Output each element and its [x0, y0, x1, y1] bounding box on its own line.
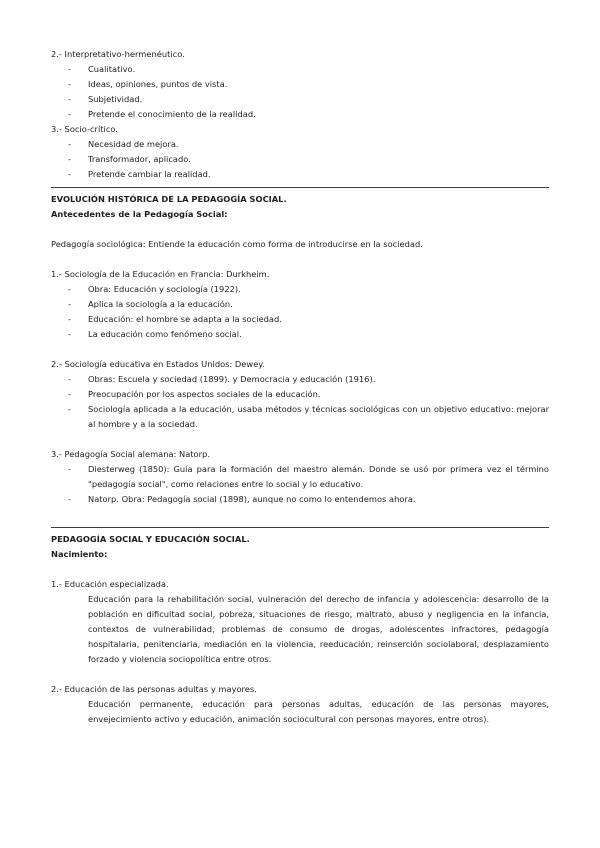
- section-title: 3.- Socio-crítico.: [51, 124, 118, 134]
- paragraph: Educación para la rehabilitación social, vulneración del derecho de infancia y adolescencia: desarrollo de la población en dificultad social, pobreza, situaciones de riesgo, maltrato, abuso y negligencia en la infancia, contextos de vulnerabilidad, problemas de consumo de drogas, adolescentes infractores, pedagogía hospitalaria, penitenciaria, mediación en la violencia, reeducación, reinserción sociolaboral, desplazamiento forzado y violencia sociopolítica entre otros.: [88, 594, 549, 664]
- bullet-dash: -: [68, 374, 71, 384]
- section-title: 2.- Interpretativo-hermenéutico.: [51, 49, 185, 59]
- bullet-dash: -: [68, 109, 71, 119]
- bullet-dash: -: [68, 79, 71, 89]
- bullet-dash: -: [68, 154, 71, 164]
- list-item: - Ideas, opiniones, puntos de vista.: [51, 77, 549, 92]
- list-item: - Educación: el hombre se adapta a la sociedad.: [51, 312, 549, 327]
- bullet-dash: -: [68, 464, 71, 474]
- list-item: - Diesterweg (1850): Guía para la formación del maestro alemán. Donde se usó por primera vez el término "pedagogía social", como relaciones entre lo social y lo educativo.: [68, 464, 549, 489]
- bullet-dash: -: [68, 389, 71, 399]
- list-item: - Pretende cambiar la realidad.: [51, 167, 549, 182]
- bullet-dash: -: [68, 404, 71, 414]
- bullet-dash: -: [68, 494, 71, 504]
- paragraph: Pedagogía sociológica: Entiende la educación como forma de introducirse en la sociedad.: [51, 239, 423, 249]
- paragraph: Educación permanente, educación para personas adultas, educación de las personas mayores, envejecimiento activo y educación, animación sociocultural con personas mayores, entre otros).: [88, 699, 549, 724]
- section-subheading: Antecedentes de la Pedagogía Social:: [51, 209, 228, 219]
- list-item: - Transformador, aplicado.: [51, 152, 549, 167]
- section-title: 1.- Educación especializada.: [51, 579, 169, 589]
- bullet-dash: -: [68, 64, 71, 74]
- section-heading: PEDAGOGÍA SOCIAL Y EDUCACIÓN SOCIAL.: [51, 534, 250, 544]
- bullet-dash: -: [68, 284, 71, 294]
- document-page: [51, 47, 549, 727]
- section-title: 2.- Sociología educativa en Estados Unidos: Dewey.: [51, 359, 265, 369]
- bullet-dash: -: [68, 139, 71, 149]
- bullet-dash: -: [68, 314, 71, 324]
- divider: [51, 187, 549, 188]
- list-item: - La educación como fenómeno social.: [51, 327, 549, 342]
- list-item: - Preocupación por los aspectos sociales de la educación.: [51, 387, 549, 402]
- bullet-dash: -: [68, 169, 71, 179]
- bullet-dash: -: [68, 299, 71, 309]
- bullet-dash: -: [68, 329, 71, 339]
- list-item: - Sociología aplicada a la educación, usaba métodos y técnicas sociológicas con un objetivo educativo: mejorar al hombre y a la sociedad.: [68, 404, 549, 429]
- section-heading: EVOLUCIÓN HISTÓRICA DE LA PEDAGOGÍA SOCIAL.: [51, 194, 287, 204]
- list-item: - Subjetividad.: [51, 92, 549, 107]
- section-title: 2.- Educación de las personas adultas y mayores.: [51, 684, 257, 694]
- section-title: 3.- Pedagogía Social alemana: Natorp.: [51, 449, 210, 459]
- list-item: - Necesidad de mejora.: [51, 137, 549, 152]
- section-subheading: Nacimiento:: [51, 549, 108, 559]
- list-item: - Obras: Escuela y sociedad (1899). y Democracia y educación (1916).: [51, 372, 549, 387]
- list-item: - Pretende el conocimiento de la realidad.: [51, 107, 549, 122]
- divider: [51, 527, 549, 528]
- bullet-dash: -: [68, 94, 71, 104]
- section-title: 1.- Sociología de la Educación en Francia: Durkheim.: [51, 269, 270, 279]
- list-item: - Obra: Educación y sociología (1922).: [51, 282, 549, 297]
- list-item: - Natorp. Obra: Pedagogía social (1898), aunque no como lo entendemos ahora.: [51, 492, 549, 507]
- list-item: - Aplica la sociología a la educación.: [51, 297, 549, 312]
- list-item: - Cualitativo.: [51, 62, 549, 77]
